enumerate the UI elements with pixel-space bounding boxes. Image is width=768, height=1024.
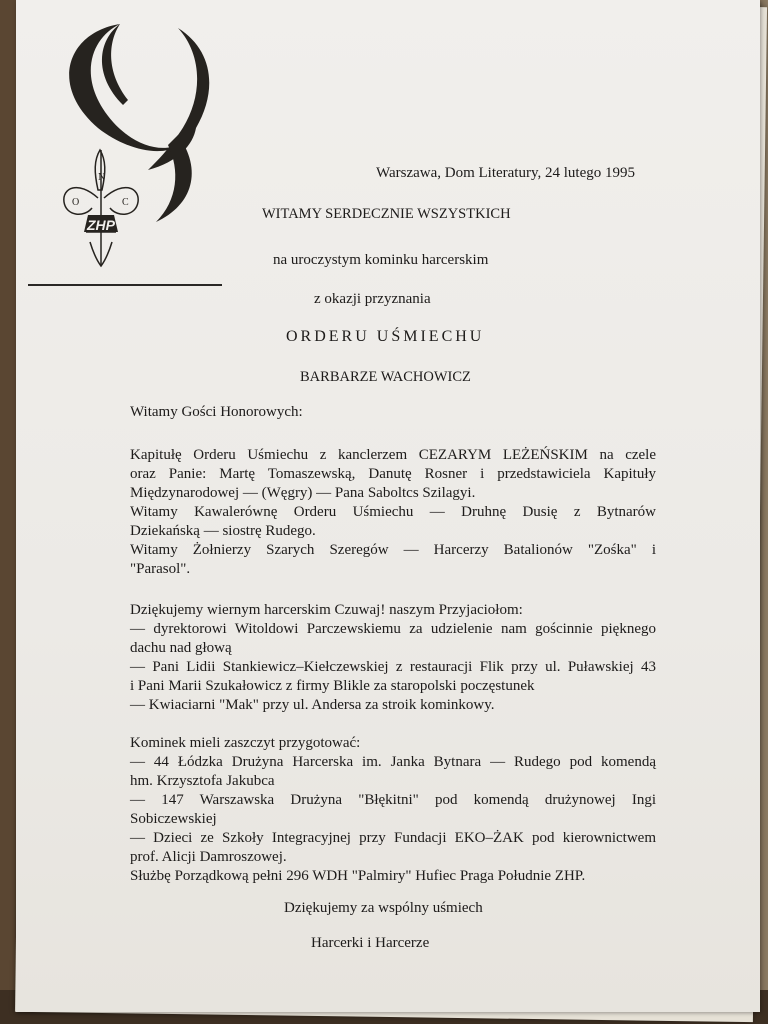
guests-line: oraz Panie: Martę Tomaszewską, Danutę Rosner i przedstawiciela Kapituły [130, 466, 656, 482]
thanks-line: Dziękujemy wiernym harcerskim Czuwaj! naszym Przyjaciołom: [130, 602, 523, 618]
thanks-line: — Pani Lidii Stankiewicz–Kiełczewskiej z restauracji Flik przy ul. Puławskiej 43 [130, 659, 656, 675]
logo-underline [28, 284, 222, 286]
welcome-heading: WITAMY SERDECZNIE WSZYSTKICH [262, 206, 511, 222]
prepared-line: — 44 Łódzka Drużyna Harcerska im. Janka Bytnara — Rudego pod komendą [130, 754, 656, 770]
guests-intro: Witamy Gości Honorowych: [130, 404, 303, 420]
prepared-line: hm. Krzysztofa Jakubca [130, 773, 275, 789]
occasion-line-1: na uroczystym kominku harcerskim [273, 252, 489, 268]
guests-line: Witamy Żołnierzy Szarych Szeregów — Harcerzy Batalionów "Zośka" i [130, 542, 656, 558]
guests-line: Kapitułę Orderu Uśmiechu z kanclerzem CEZARYM LEŻEŃSKIM na czele [130, 447, 656, 463]
logo-letter-n: N [98, 172, 106, 183]
guests-line: "Parasol". [130, 561, 191, 577]
closing-thanks: Dziękujemy za wspólny uśmiech [284, 900, 483, 916]
guests-line: Dziekańską — siostrę Rudego. [130, 523, 316, 539]
recipient-name: BARBARZE WACHOWICZ [300, 369, 471, 385]
document-page [16, 0, 760, 1012]
zhp-logo-icon [28, 10, 228, 285]
thanks-line: — Kwiaciarni "Mak" przy ul. Andersa za stroik kominkowy. [130, 697, 495, 713]
prepared-line: Kominek mieli zaszczyt przygotować: [130, 735, 361, 751]
prepared-line: Sobiczewskiej [130, 811, 217, 827]
logo-zhp: ZHP [87, 217, 115, 233]
occasion-line-2: z okazji przyznania [314, 291, 431, 307]
prepared-line: prof. Alicji Damroszowej. [130, 849, 287, 865]
logo-letter-o: O [72, 197, 80, 208]
thanks-line: i Pani Marii Szukałowicz z firmy Blikle za staropolski poczęstunek [130, 678, 535, 694]
guests-line: Międzynarodowej — (Węgry) — Pana Saboltcs Szilagyi. [130, 485, 476, 501]
closing-signature: Harcerki i Harcerze [311, 935, 430, 951]
logo-letter-c: C [122, 197, 129, 208]
guests-line: Witamy Kawalerównę Orderu Uśmiechu — Druhnę Dusię z Bytnarów [130, 504, 656, 520]
place-date: Warszawa, Dom Literatury, 24 lutego 1995 [376, 165, 635, 181]
prepared-line: — Dzieci ze Szkoły Integracyjnej przy Fundacji EKO–ŻAK pod kierownictwem [130, 830, 656, 846]
prepared-line: — 147 Warszawska Drużyna "Błękitni" pod komendą drużynowej Ingi [130, 792, 656, 808]
thanks-line: dachu nad głową [130, 640, 232, 656]
order-title: ORDERU UŚMIECHU [286, 328, 485, 345]
thanks-line: — dyrektorowi Witoldowi Parczewskiemu za udzielenie nam gościnnie pięknego [130, 621, 656, 637]
prepared-line: Służbę Porządkową pełni 296 WDH "Palmiry" Hufiec Praga Południe ZHP. [130, 868, 586, 884]
